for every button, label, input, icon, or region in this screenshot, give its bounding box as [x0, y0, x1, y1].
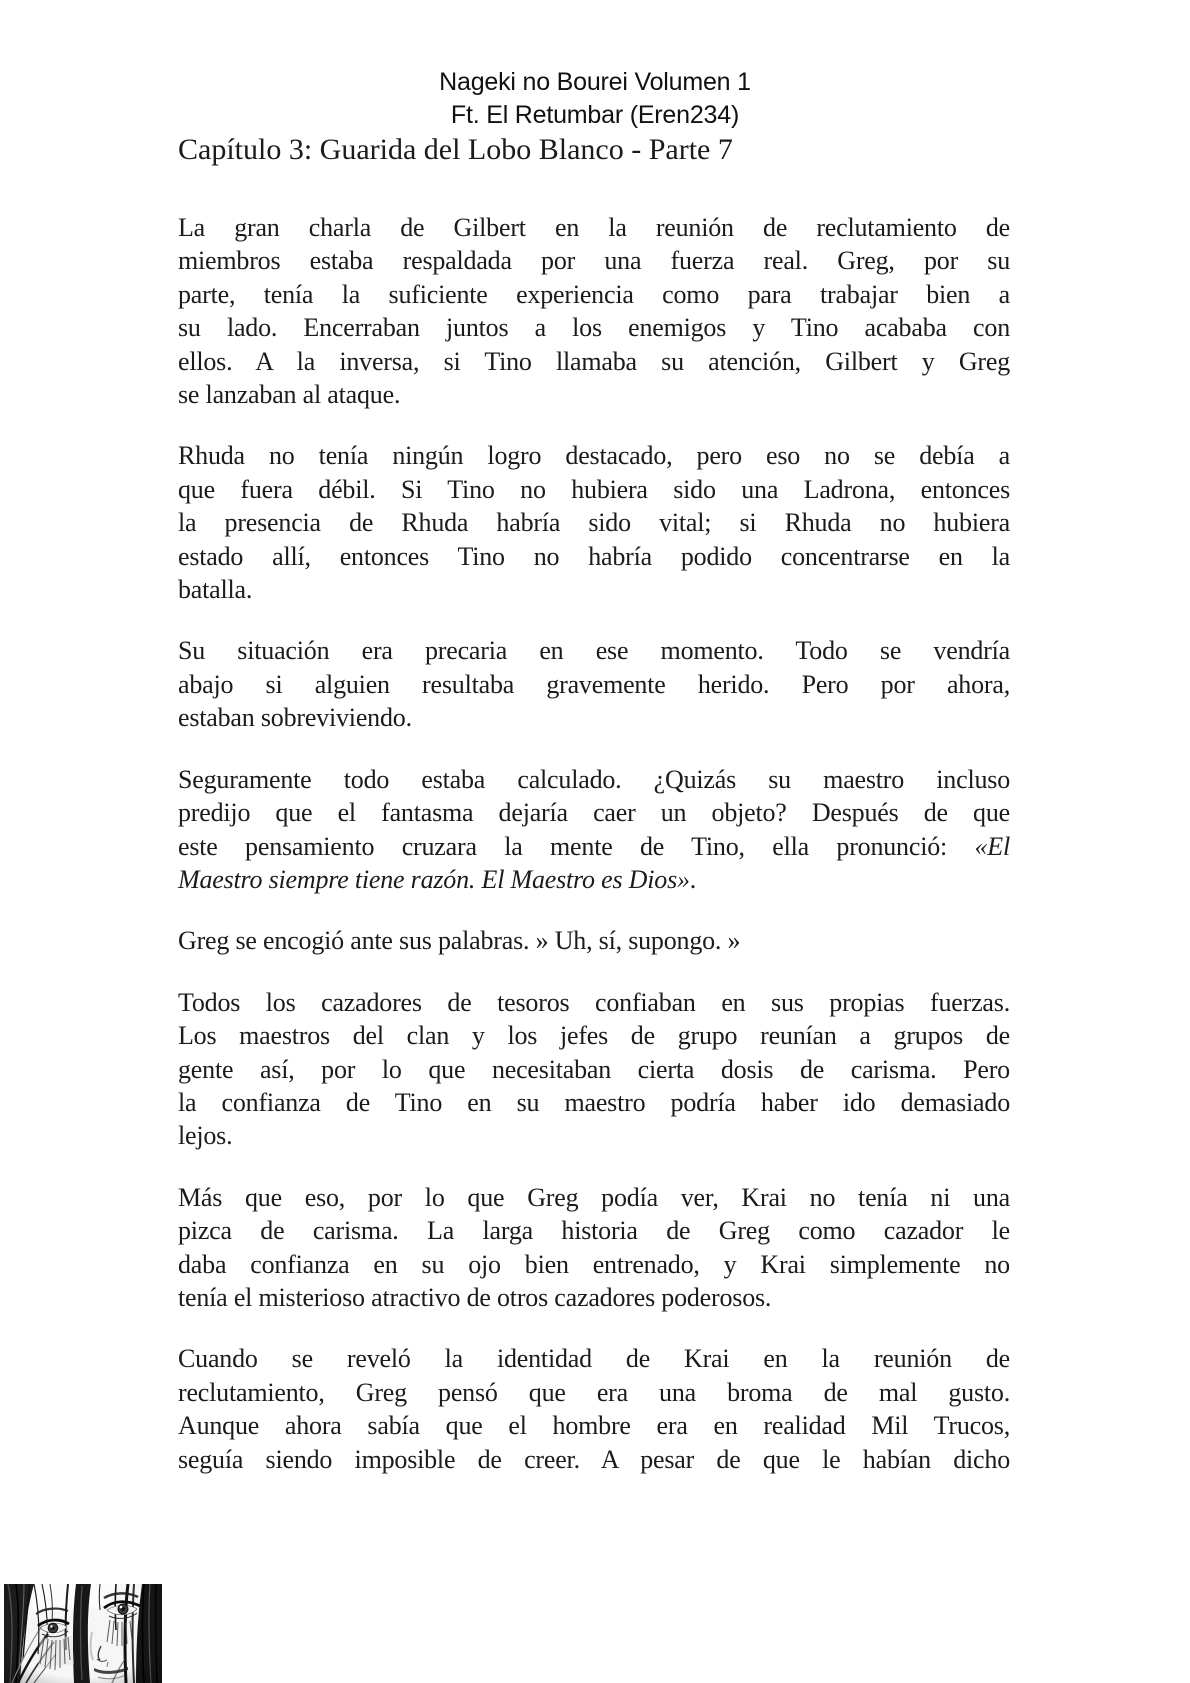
paragraph	[178, 986, 1010, 1153]
text-line: Más que eso, por lo que Greg podía ver, Krai no tenía ni una	[178, 1182, 1010, 1212]
text-line: la presencia de Rhuda habría sido vital; si Rhuda no hubiera	[178, 508, 1010, 538]
text-line: su lado. Encerraban juntos a los enemigos y Tino acababa con	[178, 313, 1010, 343]
chapter-title: Capítulo 3: Guarida del Lobo Blanco - Parte 7	[178, 133, 733, 166]
text-line: lejos.	[178, 1121, 233, 1151]
text-line: se lanzaban al ataque.	[178, 380, 401, 410]
body-text	[178, 211, 1010, 1476]
manga-face-drawing	[4, 1584, 162, 1683]
text-line: que fuera débil. Si Tino no hubiera sido una Ladrona, entonces	[178, 474, 1010, 504]
text-line: Todos los cazadores de tesoros confiaban en sus propias fuerzas.	[178, 987, 1010, 1017]
text-line: La gran charla de Gilbert en la reunión de reclutamiento de	[178, 213, 1010, 242]
paragraph	[178, 763, 1010, 897]
text-line: miembros estaba respaldada por una fuerza real. Greg, por su	[178, 246, 1010, 276]
paragraph	[178, 211, 1010, 411]
text-line: estaban sobreviviendo.	[178, 703, 412, 733]
text-line: parte, tenía la suficiente experiencia como para trabajar bien a	[178, 279, 1010, 309]
text-line: batalla.	[178, 575, 253, 605]
text-line: gente así, por lo que necesitaban cierta dosis de carisma. Pero	[178, 1054, 1010, 1084]
text-line: Rhuda no tenía ningún logro destacado, pero eso no se debía a	[178, 441, 1010, 471]
text-line: Su situación era precaria en ese momento. Todo se vendría	[178, 636, 1010, 666]
text-line: Aunque ahora sabía que el hombre era en realidad Mil Trucos,	[178, 1411, 1010, 1441]
header-title: Nageki no Bourei Volumen 1	[439, 68, 751, 96]
header-subtitle: Ft. El Retumbar (Eren234)	[450, 101, 740, 129]
text-line: Greg se encogió ante sus palabras. » Uh, sí, supongo. »	[178, 926, 741, 956]
text-line: Cuando se reveló la identidad de Krai en la reunión de	[178, 1344, 1010, 1374]
text-line: pizca de carisma. La larga historia de Greg como cazador le	[178, 1216, 1010, 1246]
paragraph	[178, 1181, 1010, 1315]
manga-face-image	[4, 1584, 162, 1683]
text-line: ellos. A la inversa, si Tino llamaba su atención, Gilbert y Greg	[178, 346, 1010, 376]
page-header	[0, 0, 1190, 132]
text-line: tenía el misterioso atractivo de otros cazadores poderosos.	[178, 1282, 772, 1312]
text-line: la confianza de Tino en su maestro podría haber ido demasiado	[178, 1087, 1010, 1117]
text-line: predijo que el fantasma dejaría caer un objeto? Después de que	[178, 798, 1010, 828]
text-line: abajo si alguien resultaba gravemente herido. Pero por ahora,	[178, 669, 1010, 699]
text-line: daba confianza en su ojo bien entrenado, y Krai simplemente no	[178, 1249, 1010, 1279]
text-line: reclutamiento, Greg pensó que era una broma de mal gusto.	[178, 1377, 1010, 1407]
paragraph	[178, 634, 1010, 734]
text-line: este pensamiento cruzara la mente de Tino, ella pronunció: «El	[178, 831, 1010, 861]
text-line: Maestro siempre tiene razón. El Maestro es Dios».	[178, 864, 697, 894]
paragraph	[178, 439, 1010, 606]
text-line: Seguramente todo estaba calculado. ¿Quizás su maestro incluso	[178, 764, 1010, 794]
paragraph	[178, 1342, 1010, 1476]
paragraph	[178, 924, 1010, 957]
text-line: Los maestros del clan y los jefes de grupo reunían a grupos de	[178, 1021, 1010, 1051]
text-line: estado allí, entonces Tino no habría podido concentrarse en la	[178, 541, 1010, 571]
text-line: seguía siendo imposible de creer. A pesar de que le habían dicho	[178, 1444, 1010, 1474]
